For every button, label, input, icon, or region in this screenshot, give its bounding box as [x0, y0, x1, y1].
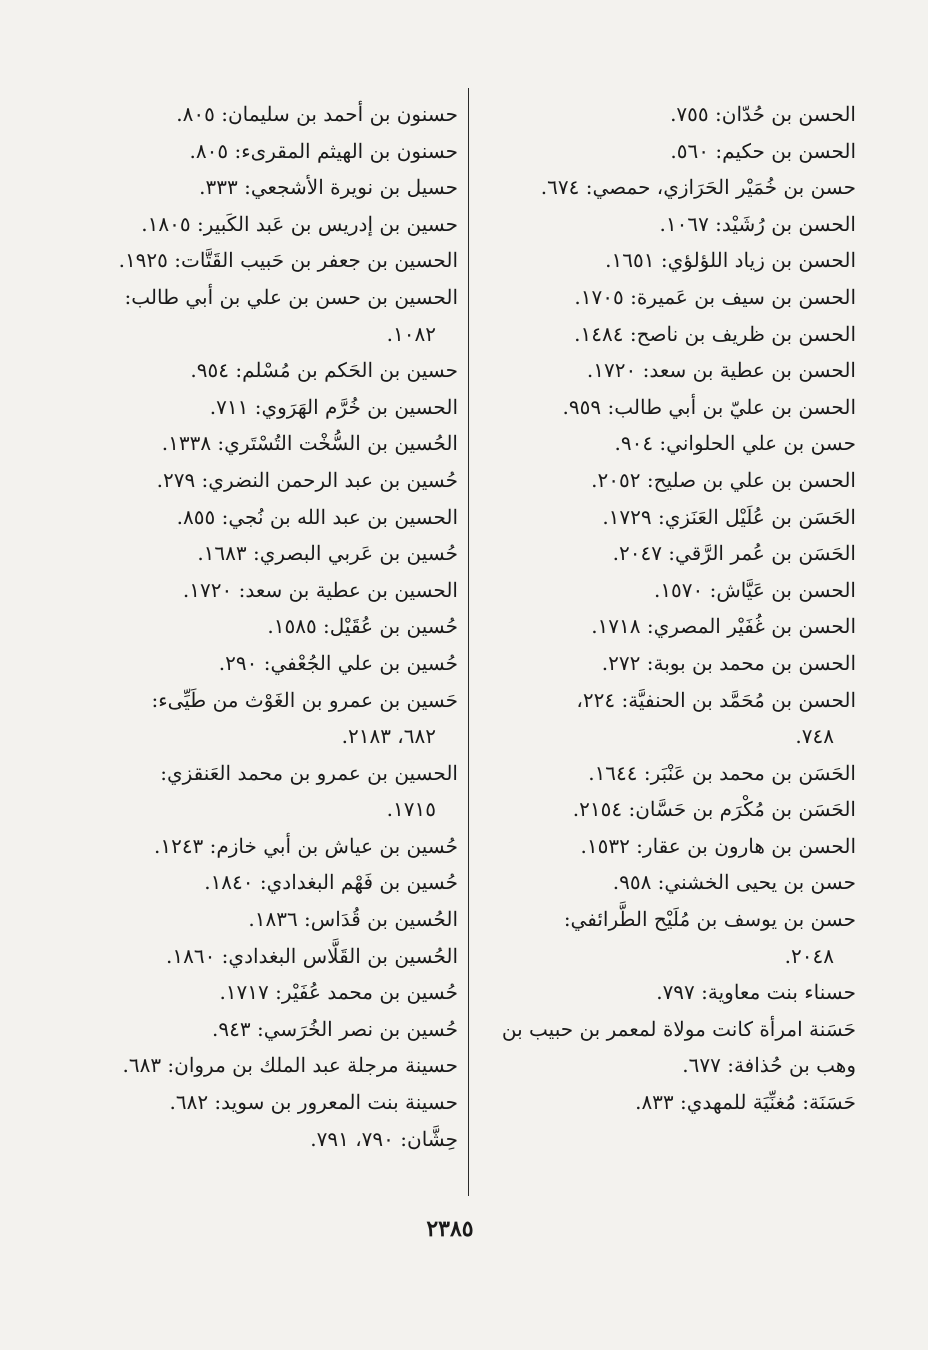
index-entry: حُسين بن محمد عُفَيْر: ١٧١٧.	[219, 980, 458, 1005]
index-entry: حَسَنة امرأة كانت مولاة لمعمر بن حبيب بن	[501, 1016, 856, 1041]
index-entry: حُسين بن فَهْم البغدادي: ١٨٤٠.	[204, 870, 458, 895]
index-entry: حُسين بن عبد الرحمن النضري: ٢٧٩.	[156, 467, 458, 492]
index-entry: الحسن بن مُحَمَّد بن الحنفيَّة: ٢٢٤،	[576, 687, 856, 712]
index-entry: وهب بن حُذافة: ٦٧٧.	[682, 1053, 856, 1078]
index-entry: الحُسين بن القَلَّاس البغدادي: ١٨٦٠.	[165, 943, 458, 968]
index-entry: الحُسين بن قُدَاس: ١٨٣٦.	[248, 907, 458, 932]
index-entry: الحسين بن عبد الله بن نُجي: ٨٥٥.	[176, 504, 458, 529]
index-entry: الحَسَن بن مُكْرَم بن حَسَّان: ٢١٥٤.	[572, 797, 856, 822]
index-entry: ٧٤٨.	[795, 724, 834, 749]
index-entry: الحسن بن عَيَّاش: ١٥٧٠.	[653, 577, 856, 602]
index-entry: حَسَنَة: مُغنِّيَة للمهدي: ٨٣٣.	[635, 1090, 856, 1115]
index-entry: حسنون بن الهيثم المقرىء: ٨٠٥.	[189, 138, 458, 163]
index-entry: الحسن بن محمد بن بوبة: ٢٧٢.	[601, 650, 856, 675]
index-entry: الحسين بن خُرَّم الهَرَوي: ٧١١.	[209, 394, 458, 419]
index-entry: حُسين بن نصر الخُرَسي: ٩٤٣.	[212, 1016, 458, 1041]
index-column-right	[456, 96, 856, 1121]
index-entry: حُسين بن عُقَيْل: ١٥٨٥.	[267, 614, 458, 639]
index-entry: ١٠٨٢.	[386, 321, 436, 346]
index-entry: ٦٨٢، ٢١٨٣.	[341, 724, 436, 749]
index-entry: الحَسَن بن عُلَيْل العَنَزي: ١٧٢٩.	[602, 504, 856, 529]
index-entry: حسين بن الحَكم بن مُسْلم: ٩٥٤.	[190, 358, 458, 383]
index-entry: حُسين بن عَربي البصري: ١٦٨٣.	[197, 541, 458, 566]
index-entry: الحسين بن عمرو بن محمد العَنقزي:	[160, 760, 458, 785]
index-entry: حسين بن إدريس بن عَبد الكَبير: ١٨٠٥.	[141, 211, 458, 236]
index-entry: حَسين بن عمرو بن الغَوْث من طَيِّىء:	[151, 687, 458, 712]
index-entry: حسنون بن أحمد بن سليمان: ٨٠٥.	[176, 102, 458, 126]
index-entry: ١٧١٥.	[386, 797, 436, 822]
index-entry: الحسن بن حكيم: ٥٦٠.	[670, 138, 856, 163]
index-entry: حسن بن يوسف بن مُلَيْح الطَّرائفي:	[563, 907, 856, 932]
index-entry: حسن بن خُمَيْر الحَرَازي، حمصي: ٦٧٤.	[540, 175, 856, 200]
index-entry: الحُسين بن السُّخْت التُسْتَري: ١٣٣٨.	[161, 431, 458, 456]
index-entry: الحسن بن حُدّان: ٧٥٥.	[670, 102, 856, 126]
index-entry: الحسن بن سيف بن عَميرة: ١٧٠٥.	[574, 284, 856, 309]
index-entry: الحسن بن عطية بن سعد: ١٧٢٠.	[586, 358, 856, 383]
index-entry: حسن بن علي الحلواني: ٩٠٤.	[614, 431, 856, 456]
index-entry: الحسن بن زياد اللؤلؤي: ١٦٥١.	[605, 248, 856, 273]
index-column-left	[58, 96, 458, 1157]
index-entry: الحسن بن غُفَيْر المصري: ١٧١٨.	[591, 614, 856, 639]
index-entry: الحسن بن عليّ بن أبي طالب: ٩٥٩.	[562, 394, 856, 419]
index-entry: الحَسَن بن محمد بن عَنْبَر: ١٦٤٤.	[588, 760, 856, 785]
index-entry: حسينة بنت المعرور بن سويد: ٦٨٢.	[169, 1090, 458, 1115]
index-entry: حسن بن يحيى الخشني: ٩٥٨.	[612, 870, 856, 895]
index-entry: الحسن بن ظريف بن ناصح: ١٤٨٤.	[574, 321, 856, 346]
page-number: ٢٣٨٥	[426, 1216, 474, 1242]
index-entry: حِشَّان: ٧٩٠، ٧٩١.	[310, 1126, 458, 1151]
index-entry: الحسن بن علي بن صليح: ٢٠٥٢.	[591, 467, 856, 492]
index-entry: الحسين بن جعفر بن حَبيب القَتَّات: ١٩٢٥.	[118, 248, 458, 273]
index-entry: حُسين بن علي الجُعْفي: ٢٩٠.	[218, 650, 458, 675]
index-entry: حسيل بن نويرة الأشجعي: ٣٣٣.	[199, 175, 458, 200]
index-entry: الحَسَن بن عُمر الرَّقي: ٢٠٤٧.	[612, 541, 856, 566]
index-entry: حُسين بن عياش بن أبي خازم: ١٢٤٣.	[153, 833, 458, 858]
index-entry: ٢٠٤٨.	[784, 943, 834, 968]
index-entry: حسينة مرجلة عبد الملك بن مروان: ٦٨٣.	[122, 1053, 458, 1078]
index-entry: الحسن بن هارون بن عقار: ١٥٣٢.	[580, 833, 856, 858]
index-entry: حسناء بنت معاوية: ٧٩٧.	[656, 980, 856, 1005]
index-entry: الحسن بن رُشَيْد: ١٠٦٧.	[659, 211, 856, 236]
index-entry: الحسين بن عطية بن سعد: ١٧٢٠.	[182, 577, 458, 602]
column-divider	[468, 88, 469, 1196]
index-entry: الحسين بن حسن بن علي بن أبي طالب:	[124, 284, 458, 309]
